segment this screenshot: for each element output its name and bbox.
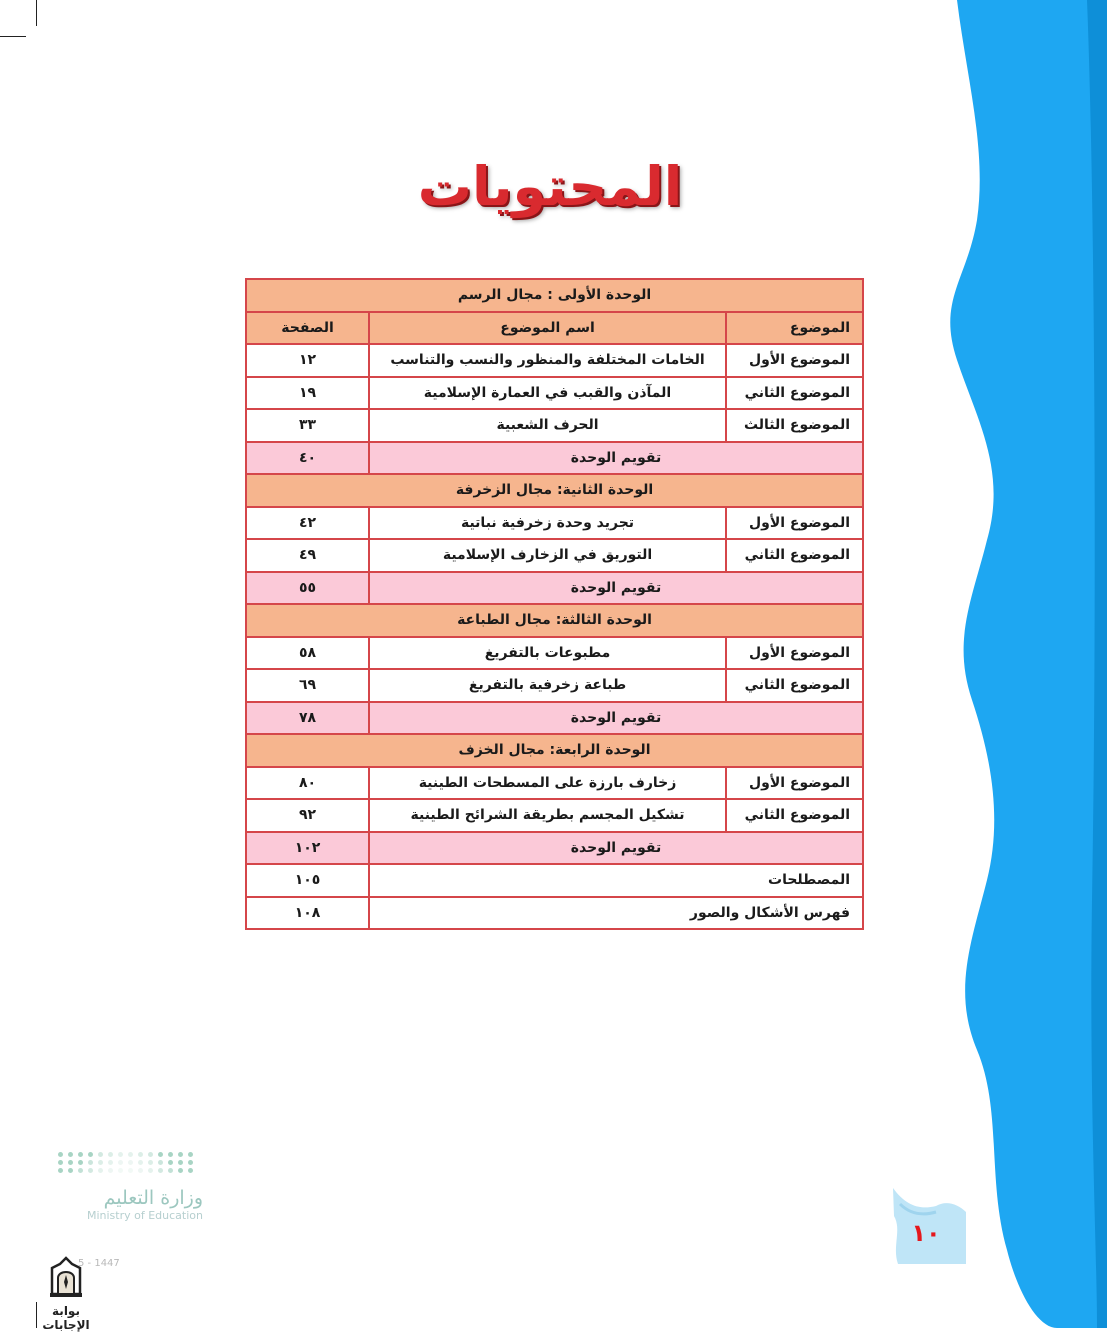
answers-portal-watermark <box>30 1256 102 1332</box>
unit-header-row <box>246 734 863 767</box>
ministry-logo <box>58 1152 203 1222</box>
topic-cell: الموضوع الأول <box>726 637 863 670</box>
page-cell: ١٠٢ <box>246 832 369 865</box>
page-number: ١٠ <box>911 1219 941 1247</box>
name-cell: التوريق في الزخارف الإسلامية <box>369 539 726 572</box>
name-cell: تجريد وحدة زخرفية نباتية <box>369 507 726 540</box>
table-row <box>246 377 863 410</box>
page-cell: ١٢ <box>246 344 369 377</box>
table-row <box>246 409 863 442</box>
evaluation-label: تقويم الوحدة <box>369 572 863 605</box>
evaluation-row <box>246 832 863 865</box>
topic-cell: الموضوع الأول <box>726 767 863 800</box>
page-cell: ١٠٨ <box>246 897 369 930</box>
table-row <box>246 669 863 702</box>
topic-cell: الموضوع الثالث <box>726 409 863 442</box>
table-row <box>246 637 863 670</box>
name-cell: الحرف الشعبية <box>369 409 726 442</box>
unit-title: الوحدة الثالثة: مجال الطباعة <box>246 604 863 637</box>
unit-title: الوحدة الرابعة: مجال الخزف <box>246 734 863 767</box>
page-cell: ٦٩ <box>246 669 369 702</box>
ministry-logo-dots <box>58 1152 203 1173</box>
page-title: المحتويات <box>417 155 683 218</box>
unit-title: الوحدة الأولى : مجال الرسم <box>246 279 863 312</box>
table-row <box>246 344 863 377</box>
name-cell: المآذن والقبب في العمارة الإسلامية <box>369 377 726 410</box>
edition-year: 5 - 1447 <box>78 1258 120 1269</box>
table-row <box>246 507 863 540</box>
topic-cell: الموضوع الأول <box>726 344 863 377</box>
column-header-page: الصفحة <box>246 312 369 345</box>
name-cell: طباعة زخرفية بالتفريغ <box>369 669 726 702</box>
answers-portal-label: بوابة الإجابات <box>42 1304 90 1332</box>
evaluation-label: تقويم الوحدة <box>369 832 863 865</box>
glossary-label: المصطلحات <box>369 864 863 897</box>
topic-cell: الموضوع الأول <box>726 507 863 540</box>
page-cell: ٩٢ <box>246 799 369 832</box>
column-header-name: اسم الموضوع <box>369 312 726 345</box>
crop-mark <box>36 0 37 26</box>
lantern-icon <box>46 1256 86 1298</box>
page-cell: ١٠٥ <box>246 864 369 897</box>
glossary-row <box>246 864 863 897</box>
unit-header-row <box>246 474 863 507</box>
column-header-topic: الموضوع <box>726 312 863 345</box>
evaluation-label: تقويم الوحدة <box>369 442 863 475</box>
name-cell: الخامات المختلفة والمنظور والنسب والتناسب <box>369 344 726 377</box>
page-cell: ٨٠ <box>246 767 369 800</box>
crop-mark <box>0 36 26 37</box>
topic-cell: الموضوع الثاني <box>726 799 863 832</box>
name-cell: تشكيل المجسم بطريقة الشرائح الطينية <box>369 799 726 832</box>
unit-header-row <box>246 604 863 637</box>
column-header-row <box>246 312 863 345</box>
unit-header-row <box>246 279 863 312</box>
evaluation-label: تقويم الوحدة <box>369 702 863 735</box>
page-cell: ٣٣ <box>246 409 369 442</box>
page-cell: ٤٠ <box>246 442 369 475</box>
page-cell: ٥٨ <box>246 637 369 670</box>
topic-cell: الموضوع الثاني <box>726 539 863 572</box>
page-cell: ٧٨ <box>246 702 369 735</box>
evaluation-row <box>246 572 863 605</box>
page-cell: ٤٢ <box>246 507 369 540</box>
figures-index-row <box>246 897 863 930</box>
page-cell: ٥٥ <box>246 572 369 605</box>
evaluation-row <box>246 442 863 475</box>
name-cell: زخارف بارزة على المسطحات الطينية <box>369 767 726 800</box>
evaluation-row <box>246 702 863 735</box>
page-cell: ٤٩ <box>246 539 369 572</box>
page-cell: ١٩ <box>246 377 369 410</box>
table-row <box>246 767 863 800</box>
topic-cell: الموضوع الثاني <box>726 669 863 702</box>
ministry-name-en: Ministry of Education <box>86 1209 203 1222</box>
figures-index-label: فهرس الأشكال والصور <box>369 897 863 930</box>
unit-title: الوحدة الثانية: مجال الزخرفة <box>246 474 863 507</box>
ministry-name-ar: وزارة التعليم <box>103 1187 203 1209</box>
table-row <box>246 799 863 832</box>
topic-cell: الموضوع الثاني <box>726 377 863 410</box>
decorative-wave <box>947 0 1107 1328</box>
name-cell: مطبوعات بالتفريغ <box>369 637 726 670</box>
table-row <box>246 539 863 572</box>
contents-table <box>245 278 864 930</box>
